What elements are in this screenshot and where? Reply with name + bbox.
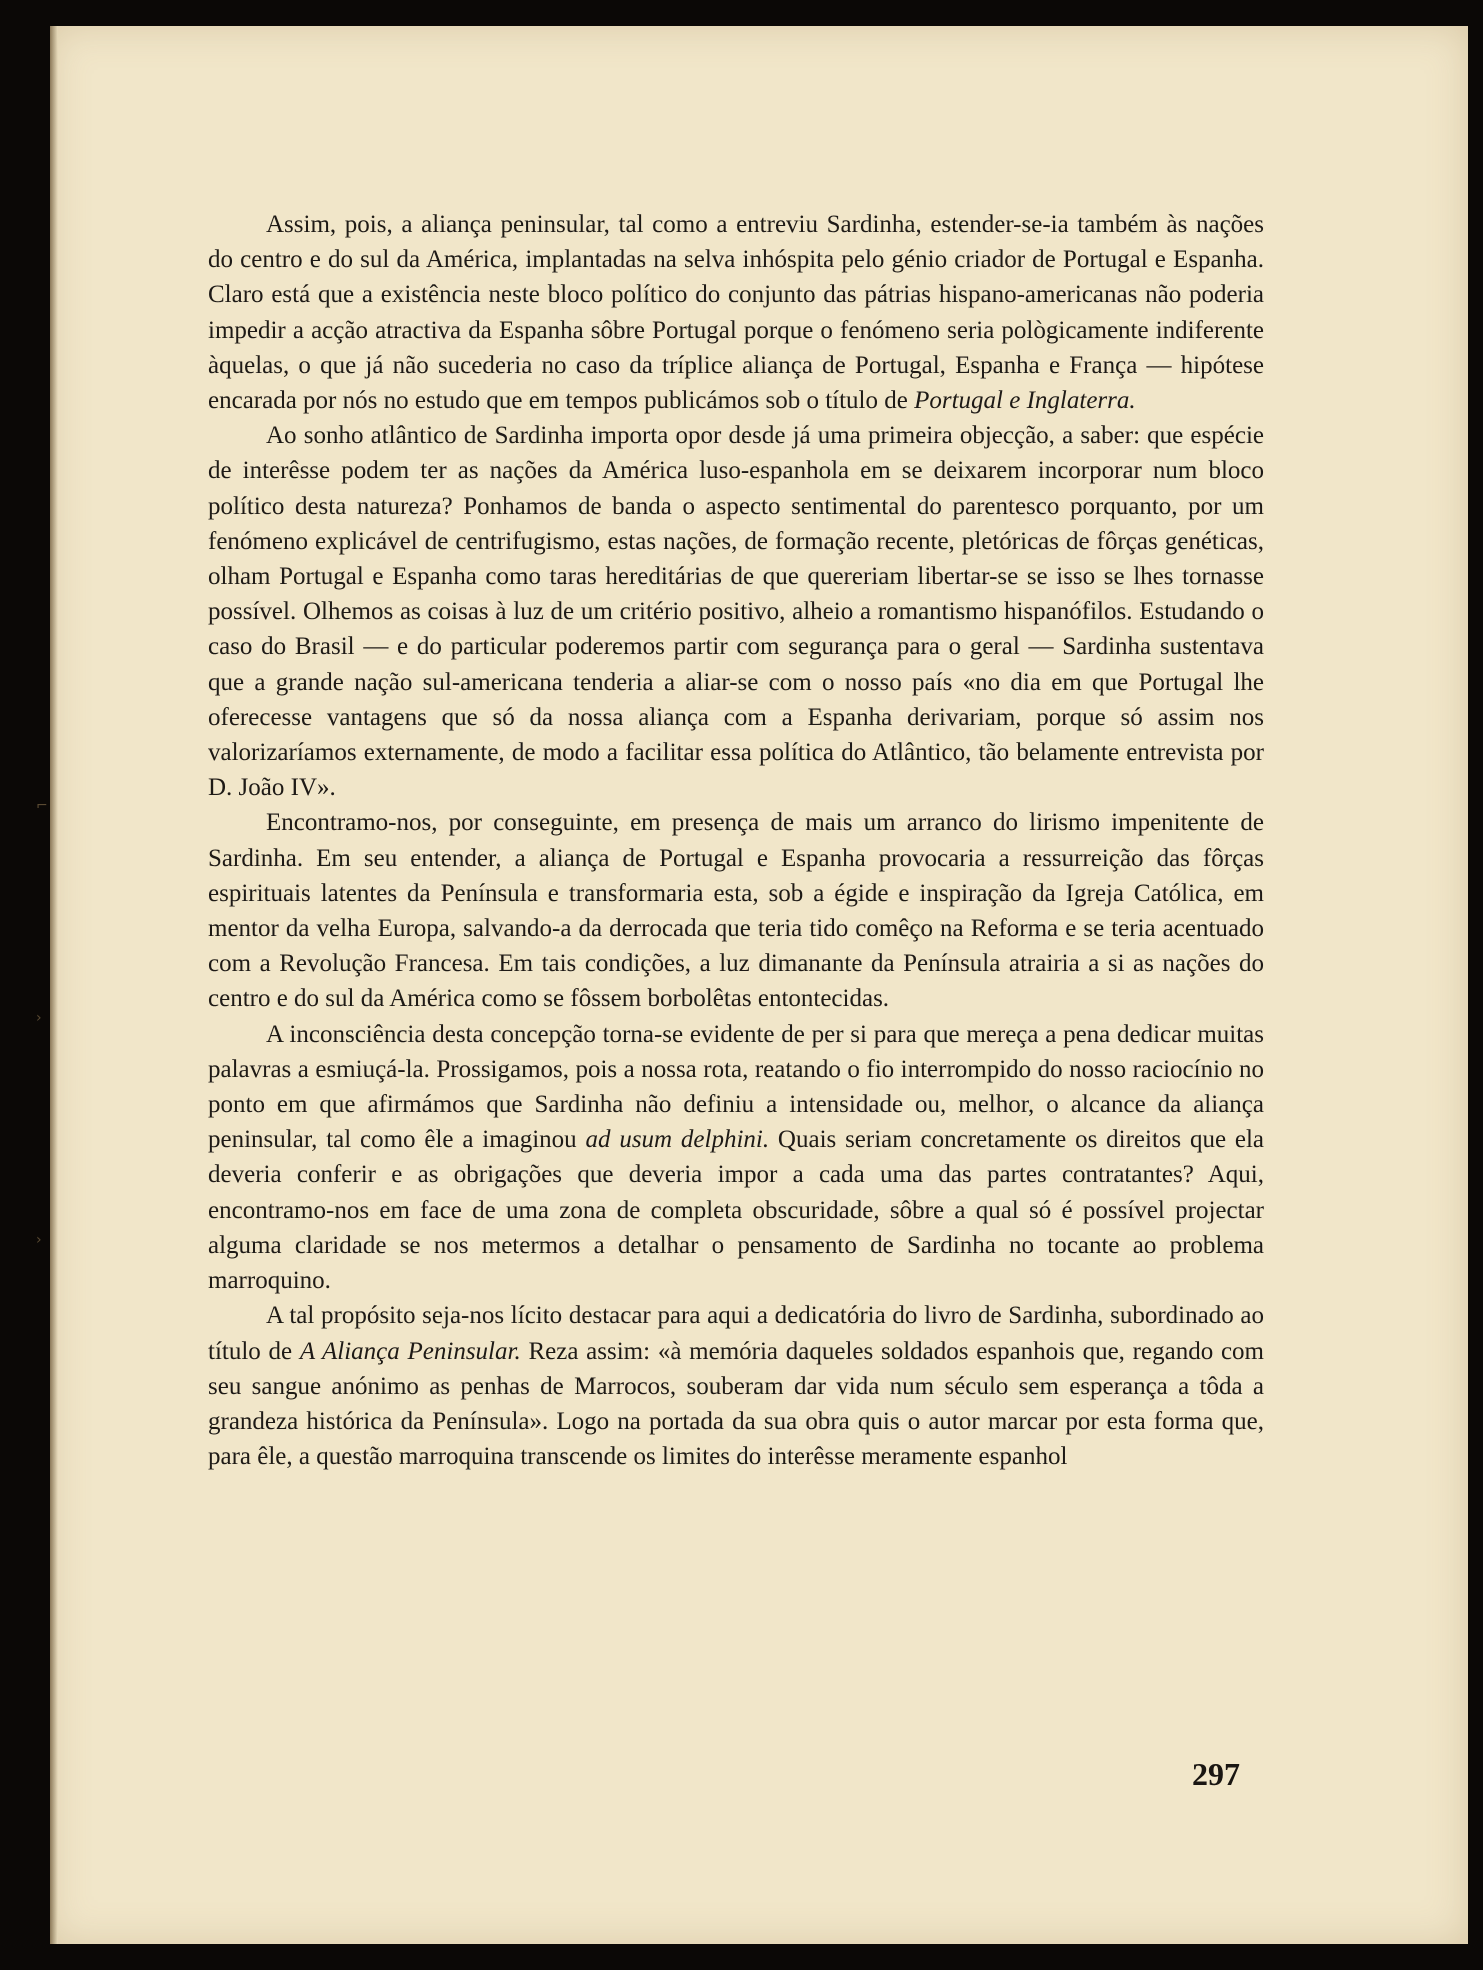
italic-title-alianca: A Aliança Peninsular.: [299, 1337, 521, 1365]
italic-ad-usum: ad usum delphini.: [585, 1126, 770, 1154]
body-text: [208, 207, 1264, 1474]
paragraph-5: [208, 1298, 1264, 1474]
paragraph-2-text: Ao sonho atlântico de Sardinha importa opor desde já uma primeira objecção, a saber: que espécie de interêsse podem ter as nações da América luso-espanhola em se deixarem incorporar num bloco político desta natureza? Ponhamos de banda o aspecto sentimental do parentesco porquanto, por um fenómeno explicável de centrifugismo, estas nações, de formação recente, pletóricas de fôrças genéticas, olham Portugal e Espanha como taras hereditárias de que quereriam libertar-se se isso se lhes tornasse possível. Olhemos as coisas à luz de um critério positivo, alheio a romantismo hispanófilos. Estudando o caso do Brasil — e do particular poderemos partir com segurança para o geral — Sardinha sustentava que a grande nação sul-americana tenderia a aliar-se com o nosso país «no dia em que Portugal lhe oferecesse vantagens que só da nossa aliança com a Espanha derivariam, porque só assim nos valorizaríamos externamente, de modo a facilitar essa política do Atlântico, tão belamente entrevista por D. João IV».: [208, 422, 1264, 802]
paragraph-1: [208, 207, 1264, 418]
edge-mark-1: ⌐: [36, 798, 48, 814]
paragraph-5-text-a: A tal propósito seja-nos lícito destacar para aqui a dedicatória do livro de Sardinha, subordinado ao título de: [208, 1302, 1264, 1365]
paragraph-5-text-b: Reza assim: «à memória daqueles soldados espanhois que, regando com seu sangue anónimo as penhas de Marrocos, souberam dar vida num século sem esperança a tôda a grandeza histórica da Península». Logo na portada da sua obra quis o autor marcar por esta forma que, para êle, a questão marroquina transcende os limites do interêsse meramente espanhol: [208, 1337, 1264, 1471]
edge-mark-2: ›: [36, 1010, 42, 1026]
paragraph-3: [208, 805, 1264, 1016]
paragraph-1-text: Assim, pois, a aliança peninsular, tal como a entreviu Sardinha, estender-se-ia também às nações do centro e do sul da América, implantadas na selva inhóspita pelo génio criador de Portugal e Espanha. Claro está que a existência neste bloco político do conjunto das pátrias hispano-americanas não poderia impedir a acção atractiva da Espanha sôbre Portugal porque o fenómeno seria pològicamente indiferente àquelas, o que já não sucederia no caso da tríplice aliança de Portugal, Espanha e França — hipótese encarada por nós no estudo que em tempos publicámos sob o título de: [208, 211, 1264, 415]
edge-mark-3: ›: [36, 1232, 42, 1248]
paragraph-4: [208, 1017, 1264, 1299]
paragraph-2: [208, 418, 1264, 805]
paragraph-4-text-a: A inconsciência desta concepção torna-se evidente de per si para que mereça a pena dedicar muitas palavras a esmiuçá-la. Prossigamos, pois a nossa rota, reatando o fio interrompido do nosso raciocínio no ponto em que afirmámos que Sardinha não definiu a intensidade ou, melhor, o alcance da aliança peninsular, tal como êle a imaginou: [208, 1020, 1264, 1154]
paragraph-3-text: Encontramo-nos, por conseguinte, em presença de mais um arranco do lirismo impenitente de Sardinha. Em seu entender, a aliança de Portugal e Espanha provocaria a ressurreição das fôrças espirituais latentes da Península e transformaria esta, sob a égide e inspiração da Igreja Católica, em mentor da velha Europa, salvando-a da derrocada que teria tido comêço na Reforma e se teria acentuado com a Revolução Francesa. Em tais condições, a luz dimanante da Península atrairia a si as nações do centro e do sul da América como se fôssem borbolêtas entontecidas.: [208, 809, 1264, 1013]
paragraph-4-text-b: Quais seriam concretamente os direitos que ela deveria conferir e as obrigações que deveria impor a cada uma das partes contratantes? Aqui, encontramo-nos em face de uma zona de completa obscuridade, sôbre a qual só é possível projectar alguma claridade se nos metermos a detalhar o pensamento de Sardinha no tocante ao problema marroquino.: [208, 1126, 1264, 1295]
page-gutter: [50, 26, 58, 1944]
page-number: 297: [1192, 1756, 1240, 1792]
italic-title-portugal-inglaterra: Portugal e Inglaterra.: [914, 387, 1136, 415]
